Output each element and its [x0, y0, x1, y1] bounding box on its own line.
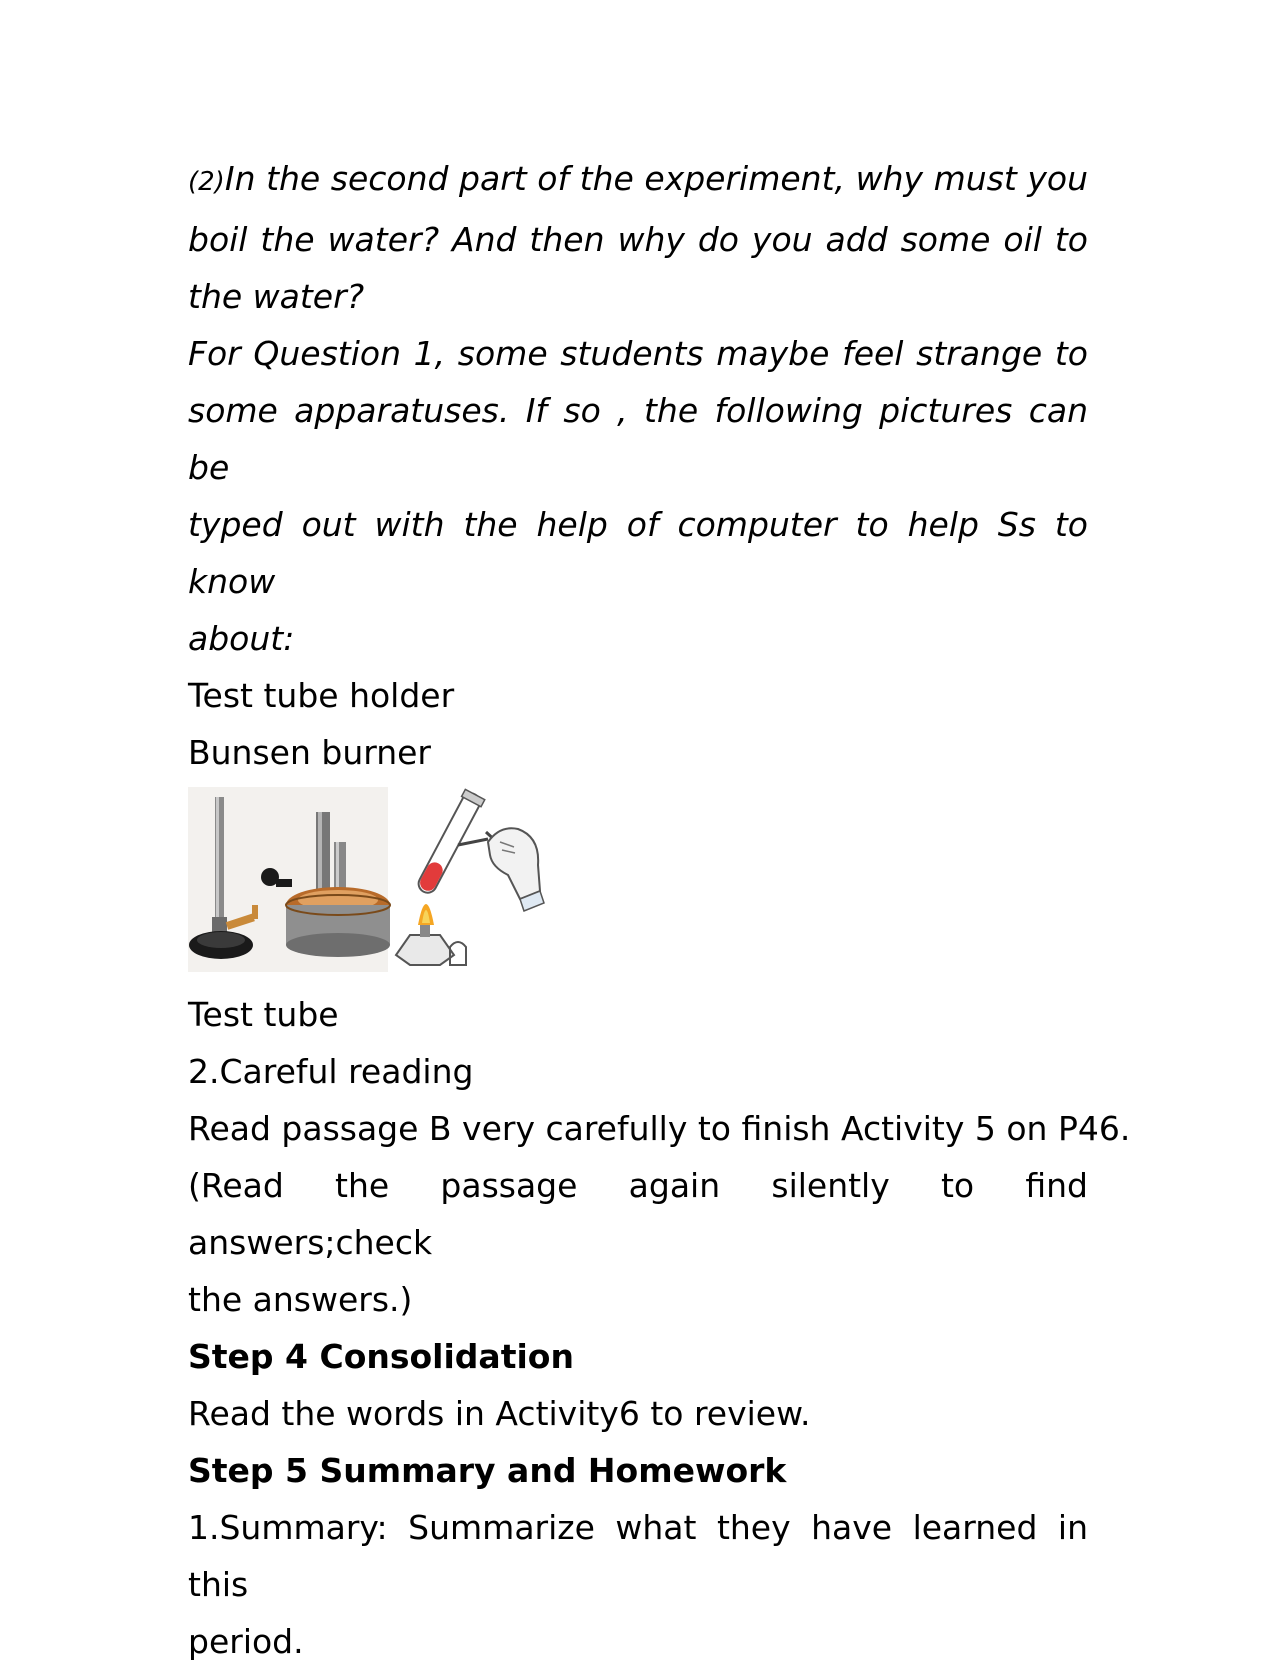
note-line4: about: [188, 619, 295, 658]
careful-reading-heading: 2.Careful reading [188, 1052, 474, 1091]
label-test-tube: Test tube [188, 995, 339, 1034]
careful-reading-line1: Read passage B very carefully to finish Activity 5 on P46. [188, 1109, 1131, 1148]
apparatus-picture [188, 787, 1088, 972]
question2-line2: boil the water? And then why do you add some oil to [188, 220, 1088, 259]
note-line2: some apparatuses. If so , the following pictures can be [188, 391, 1088, 487]
step5-line1: 1.Summary: Summarize what they have learned in this [188, 1508, 1088, 1604]
question2-line1: (2)In the second part of the experiment, why must you [188, 159, 1088, 198]
label-test-tube-holder: Test tube holder [188, 676, 455, 715]
apparatus-illustration [188, 787, 548, 972]
note-line3: typed out with the help of computer to help Ss to know [188, 505, 1088, 601]
label-bunsen-burner: Bunsen burner [188, 733, 432, 772]
step4-heading: Step 4 Consolidation [188, 1337, 574, 1376]
question-number: (2) [188, 167, 225, 197]
question2-line3: the water? [188, 277, 365, 316]
careful-reading-line2: (Read the passage again silently to find answers;check [188, 1166, 1088, 1262]
document-body [188, 150, 1131, 1670]
careful-reading-line3: the answers.) [188, 1280, 413, 1319]
step4-text: Read the words in Activity6 to review. [188, 1394, 811, 1433]
step5-heading: Step 5 Summary and Homework [188, 1451, 787, 1490]
note-line1: For Question 1, some students maybe feel strange to [188, 334, 1088, 373]
test-tube-holder-icon [396, 789, 544, 965]
step5-line2: period. [188, 1622, 304, 1661]
